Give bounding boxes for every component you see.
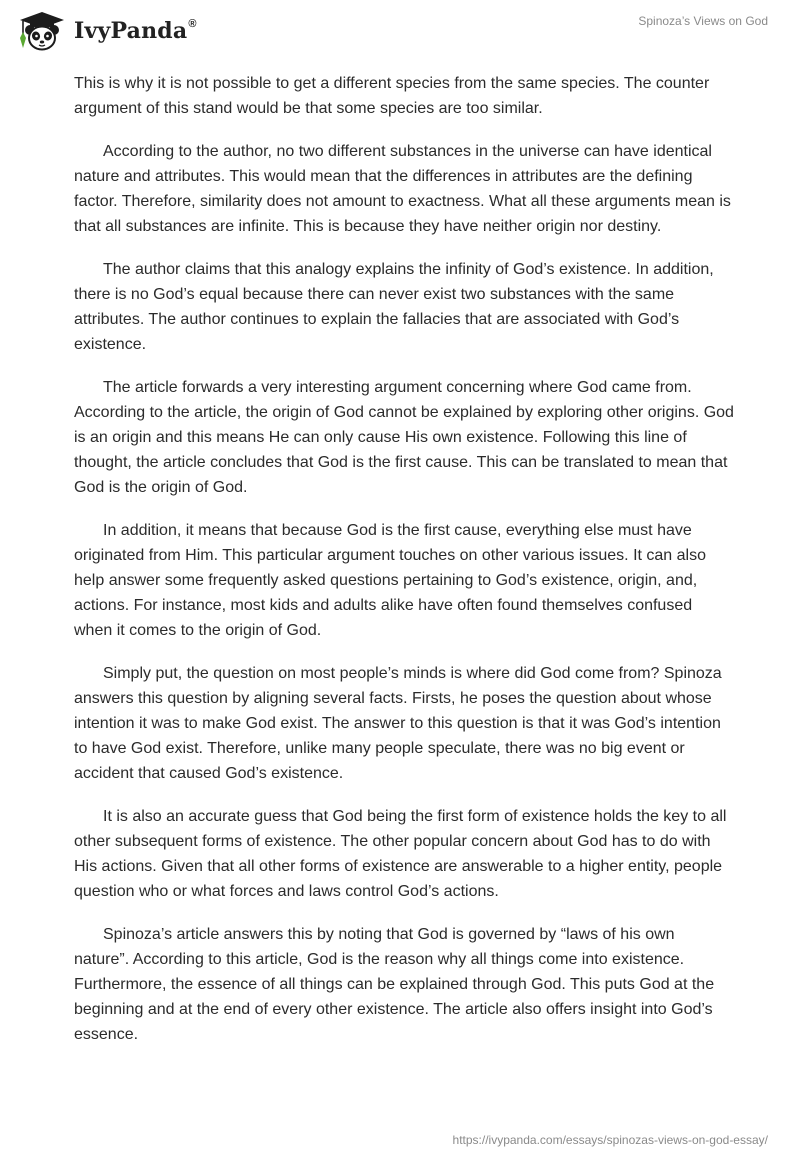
page-header: [0, 0, 800, 64]
registered-mark: ®: [188, 17, 197, 30]
source-url[interactable]: https://ivypanda.com/essays/spinozas-views-on-god-essay/: [452, 1133, 768, 1147]
brand-name: [74, 18, 197, 44]
paragraph: Simply put, the question on most people’s minds is where did God come from? Spinoza answers this question by aligning several facts. Firsts, he poses the question about whose intention it was to make God exist. The answer to this question is that it was God’s intention to have God exist. Therefore, unlike many people speculate, there was no big event or accident that caused God’s existence.: [74, 665, 722, 782]
essay-body: [74, 71, 734, 1065]
paragraph: This is why it is not possible to get a different species from the same species. The counter argument of this stand would be that some species are too similar.: [74, 75, 710, 117]
document-title: Spinoza’s Views on God: [638, 14, 768, 28]
paragraph: According to the author, no two different substances in the universe can have identical nature and attributes. This would mean that the differences in attributes are the defining factor. Therefore, similarity does not amount to exactness. What all these arguments mean is that all substances are infinite. This is because they have neither origin nor destiny.: [74, 143, 731, 235]
paragraph: The author claims that this analogy explains the infinity of God’s existence. In addition, there is no God’s equal because there can never exist two substances with the same attributes. The author continues to explain the fallacies that are associated with God’s existence.: [74, 261, 714, 353]
paragraph: Spinoza’s article answers this by noting that God is governed by “laws of his own nature”. According to this article, God is the reason why all things come into existence. Furthermore, the essence of all things can be explained through God. This puts God at the beginning and at the end of every other existence. The article also offers insight into God’s essence.: [74, 926, 715, 1043]
panda-graduation-cap-icon: [16, 8, 68, 52]
paragraph: The article forwards a very interesting argument concerning where God came from. According to the article, the origin of God cannot be explained by exploring other origins. God is an origin and this means He can only cause His own existence. Following this line of thought, the article concludes that God is the first cause. This can be translated to mean that God is the origin of God.: [74, 379, 734, 496]
paragraph: In addition, it means that because God is the first cause, everything else must have originated from Him. This particular argument touches on other various issues. It can also help answer some frequently asked questions pertaining to God’s existence, origin, and, actions. For instance, most kids and adults alike have often found themselves confused when it comes to the origin of God.: [74, 522, 706, 639]
paragraph: It is also an accurate guess that God being the first form of existence holds the key to all other subsequent forms of existence. The other popular concern about God has to do with His actions. Given that all other forms of existence are answerable to a higher entity, people question who or what forces and laws control God’s actions.: [74, 808, 727, 900]
brand-name-text: IvyPanda: [74, 18, 188, 44]
ivypanda-logo[interactable]: [16, 8, 197, 52]
